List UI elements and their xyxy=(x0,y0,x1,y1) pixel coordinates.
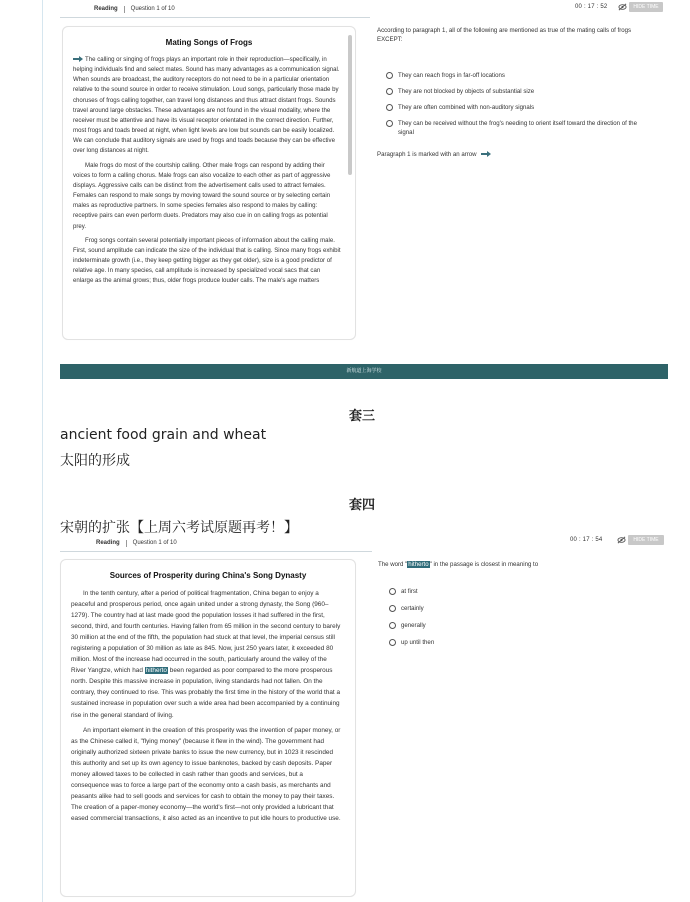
nav-underline xyxy=(60,17,370,18)
doc-line: 太阳的形成 xyxy=(60,453,130,469)
question-counter: Question 1 of 10 xyxy=(130,6,175,12)
passage-paragraph: Frog songs contain several potentially important pieces of information about the calling male. First, sound amplitude can indicate the size of the individual that is calling. Since many frogs exhibit indeterminate growth (i.e., they keep getting bigger as they get older), size is a good predictor of relative age. In many species, call amplitude is increased by specialized vocal sacs that can enlarge as the animal grows; thus, older frogs produce louder calls. The male's age matters xyxy=(73,236,341,285)
school-banner: 新航道上海学校 xyxy=(60,364,668,379)
passage-paragraph: The calling or singing of frogs plays an important role in their reproduction—specifically, in helping individuals find and select mates. Sound has many advantages as a communication signal. When sounds are broadcast, the auditory receptors do not need to be in a particular orientation relative to the sound source in order to receive stimulation. Loud songs, particularly those made by choruses of frogs calling together, can travel long distances and thus attract distant frogs. Sounds travel around large obstacles. These advantages are not found in the visual modality, where the receiver must be attentive and have its visual receptor orientated in the correct direction. Further, most frogs and toads breed at night, when light levels are low but sounds can be easily localized. We can conclude that auditory signals are used by frogs and toads because they can be effective over long distances at night. xyxy=(73,56,340,155)
nav-underline xyxy=(60,551,372,552)
nav-divider xyxy=(124,6,125,13)
question-text: The word "hitherto" in the passage is closest in meaning to xyxy=(378,561,539,568)
question-text: According to paragraph 1, all of the following are mentioned as true of the mating calls of frogs EXCEPT: xyxy=(377,27,632,43)
arrow-icon xyxy=(481,151,491,157)
set4-heading: 套四 xyxy=(349,498,376,513)
highlighted-word: hitherto xyxy=(145,667,167,675)
hide-eye-icon[interactable] xyxy=(618,3,627,11)
nav-divider xyxy=(126,540,127,547)
timer: 00 : 17 : 54 xyxy=(570,537,603,543)
passage-paragraph: Male frogs do most of the courtship calling. Other male frogs can respond by adding their voices to form a calling chorus. Male frogs can also vocalize to each other as part of aggressive displays. Aggressive calls can be distinct from the advertisement calls used to attract females. Females can respond to male songs by moving toward the sound source or by selecting certain males as reproductive partners. In some species females also respond to males by calling: receptive pairs can even perform duets. Predators may also cue in on calling frogs as potential prey. xyxy=(73,161,331,230)
passage-text xyxy=(61,588,355,824)
paragraph-note: Paragraph 1 is marked with an arrow xyxy=(377,150,645,159)
radio-button[interactable] xyxy=(386,120,393,127)
doc-line: ancient food grain and wheat xyxy=(60,427,267,443)
set3-heading: 套三 xyxy=(349,409,376,424)
section-label: Reading xyxy=(94,6,118,12)
test-nav-bar xyxy=(96,537,177,549)
timer: 00 : 17 : 52 xyxy=(575,4,608,10)
answer-option[interactable]: at first xyxy=(389,587,418,596)
document-margin-line xyxy=(42,0,43,902)
answer-option[interactable]: up until then xyxy=(389,638,434,647)
radio-button[interactable] xyxy=(389,605,396,612)
hide-time-button[interactable]: HIDE TIME xyxy=(629,2,663,12)
answer-option[interactable]: They can reach frogs in far-off locations xyxy=(386,71,646,80)
passage-paragraph: An important element in the creation of this prosperity was the invention of paper money, or as the Chinese called it, "flying money" (because it flew in the wind). The government had originally authorized sixteen private banks to issue the new currency, but in 1023 it rescinded this authority and set up its own agency to issue banknotes, backed by cash deposits. Paper money allowed taxes to be collected in cash rather than goods and services, but a consequence was to force a large part of the economy onto a cash basis, as merchants and peasants alike had to sell goods and services for cash to obtain the money to pay their taxes. The creation of a paper-money economy—the world's first—not only provided a lubricant that eased commercial transactions, it also acted as an incentive to put idle hours to productive use. xyxy=(71,726,341,822)
test-nav-bar xyxy=(94,3,175,15)
passage-title: Mating Songs of Frogs xyxy=(165,38,253,47)
passage-panel[interactable] xyxy=(62,26,356,340)
question-counter: Question 1 of 10 xyxy=(132,540,177,546)
passage-panel[interactable] xyxy=(60,559,356,897)
passage-scrollbar[interactable] xyxy=(348,35,352,175)
section-label: Reading xyxy=(96,540,120,546)
radio-button[interactable] xyxy=(386,104,393,111)
doc-line: 宋朝的扩张【上周六考试原题再考！】 xyxy=(60,520,298,536)
radio-button[interactable] xyxy=(386,88,393,95)
passage-paragraph: In the tenth century, after a period of political fragmentation, China began to enjoy a peaceful and prosperous period, once again united under a strong dynasty, the Song (960–1279). The country had at last made good the population losses it had suffered in the first, second, third, and fourth centuries. Having fallen from 65 million in the second century to barely 30 million at the end of the fifth, the population had stuck at that level, the imperial census still registering a population of 30 million as late as 845. Now, just 250 years later, it exceeded 80 million. Most of the increase had occurred in the south, particularly around the valley of the River Yangtze, which had hitherto been regarded as poor compared to the more prosperous north. Despite this massive increase in population, living standards had not fallen. On the contrary, they continued to rise. This was probably the first time in the history of the world that a sustained increase in population over such a wide area had been accompanied by a continuing rise in the general standard of living. xyxy=(71,590,341,719)
answer-option[interactable]: They are often combined with non-auditory signals xyxy=(386,103,646,112)
passage-title: Sources of Prosperity during China's Song Dynasty xyxy=(109,571,307,580)
hide-eye-icon[interactable] xyxy=(617,536,626,544)
answer-option[interactable]: They are not blocked by objects of substantial size xyxy=(386,87,646,96)
radio-button[interactable] xyxy=(386,72,393,79)
highlighted-word: hitherto xyxy=(408,561,429,568)
answer-option[interactable]: certainly xyxy=(389,604,424,613)
radio-button[interactable] xyxy=(389,622,396,629)
answer-option[interactable]: They can be received without the frog's needing to orient itself toward the direction of the signal xyxy=(386,119,646,137)
radio-button[interactable] xyxy=(389,639,396,646)
hide-time-button[interactable]: HIDE TIME xyxy=(628,535,664,545)
answer-option[interactable]: generally xyxy=(389,621,426,630)
passage-text xyxy=(63,55,355,286)
paragraph-arrow-icon xyxy=(73,56,83,62)
radio-button[interactable] xyxy=(389,588,396,595)
